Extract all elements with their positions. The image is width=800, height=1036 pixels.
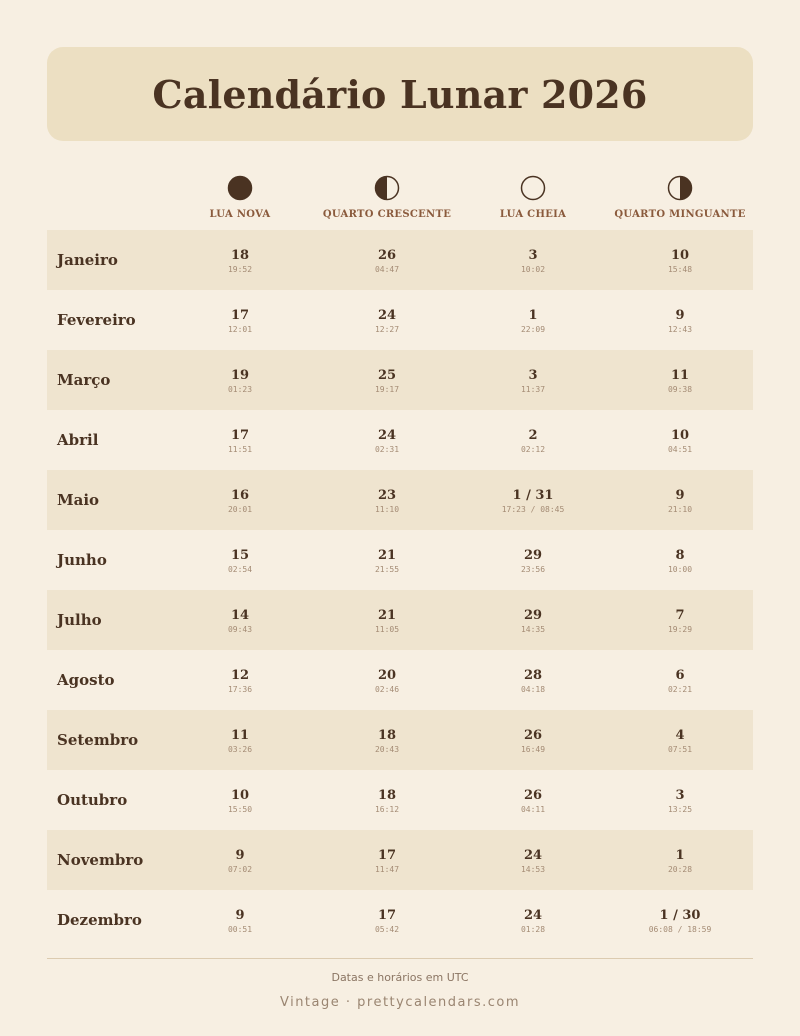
phase-cell [600, 908, 760, 935]
phase-cell [600, 728, 760, 755]
phase-time: 10:02 [520, 265, 546, 274]
phase-cell [307, 668, 467, 695]
phase-time: 12:27 [374, 325, 400, 334]
phase-date: 21 [377, 548, 397, 563]
month-name: Janeiro [57, 251, 118, 269]
brand-credit: Vintage · prettycalendars.com [279, 995, 521, 1010]
phase-time: 17:23 / 08:45 [501, 505, 565, 514]
phase-time: 13:25 [667, 805, 693, 814]
month-name: Fevereiro [57, 311, 136, 329]
phase-date: 8 [675, 548, 685, 563]
phase-date: 18 [230, 248, 250, 263]
last-quarter-icon [667, 175, 693, 201]
phase-time: 15:50 [227, 805, 253, 814]
timezone-note: Datas e horários em UTC [331, 971, 469, 984]
phase-date: 7 [675, 608, 685, 623]
month-name: Abril [57, 431, 99, 449]
phase-date: 4 [675, 728, 685, 743]
phase-time: 22:09 [520, 325, 546, 334]
phase-label: QUARTO CRESCENTE [322, 209, 452, 220]
phase-date: 20 [377, 668, 397, 683]
phase-cell [160, 788, 320, 815]
phase-cell [453, 428, 613, 455]
phase-cell [307, 548, 467, 575]
phase-date: 3 [675, 788, 685, 803]
phase-time: 20:43 [374, 745, 400, 754]
phase-label: LUA NOVA [209, 209, 271, 220]
column-header-last-quarter [600, 175, 760, 220]
phase-date: 18 [377, 728, 397, 743]
month-row [47, 470, 753, 530]
phase-date: 21 [377, 608, 397, 623]
phase-date: 1 [675, 848, 685, 863]
month-name: Julho [57, 611, 102, 629]
phase-time: 21:10 [667, 505, 693, 514]
phase-date: 23 [377, 488, 397, 503]
phase-time: 19:17 [374, 385, 400, 394]
phase-cell [160, 668, 320, 695]
phase-time: 11:47 [374, 865, 400, 874]
phase-time: 21:55 [374, 565, 400, 574]
phase-cell [307, 368, 467, 395]
phase-date: 11 [230, 728, 250, 743]
phase-date: 9 [675, 308, 685, 323]
month-row [47, 650, 753, 710]
phase-date: 1 [528, 308, 538, 323]
phase-date: 3 [528, 368, 538, 383]
phase-cell [307, 788, 467, 815]
phase-date: 28 [523, 668, 543, 683]
phase-cell [453, 728, 613, 755]
full-moon-icon [520, 175, 546, 201]
phase-time: 17:36 [227, 685, 253, 694]
phase-date: 24 [377, 308, 397, 323]
phase-date: 10 [230, 788, 250, 803]
phase-cell [453, 788, 613, 815]
phase-cell [307, 848, 467, 875]
phase-cell [160, 368, 320, 395]
phase-cell [453, 668, 613, 695]
phase-cell [160, 908, 320, 935]
phase-cell [600, 848, 760, 875]
phase-date: 10 [670, 248, 690, 263]
lunar-calendar-table [47, 230, 753, 950]
phase-time: 07:02 [227, 865, 253, 874]
phase-date: 16 [230, 488, 250, 503]
phase-time: 04:51 [667, 445, 693, 454]
month-name: Agosto [57, 671, 115, 689]
month-row [47, 290, 753, 350]
phase-time: 14:35 [520, 625, 546, 634]
phase-time: 02:46 [374, 685, 400, 694]
phase-cell [453, 908, 613, 935]
phase-time: 16:12 [374, 805, 400, 814]
phase-time: 04:47 [374, 265, 400, 274]
phase-cell [600, 428, 760, 455]
phase-time: 02:54 [227, 565, 253, 574]
phase-cell [160, 248, 320, 275]
phase-time: 03:26 [227, 745, 253, 754]
phase-date: 17 [230, 428, 250, 443]
phase-date: 24 [523, 908, 543, 923]
phase-cell [160, 548, 320, 575]
phase-date: 29 [523, 548, 543, 563]
phase-cell [453, 308, 613, 335]
phase-cell [160, 728, 320, 755]
phase-date: 26 [523, 728, 543, 743]
phase-cell [453, 488, 613, 515]
month-name: Maio [57, 491, 100, 509]
phase-time: 02:12 [520, 445, 546, 454]
phase-time: 20:01 [227, 505, 253, 514]
phase-cell [307, 908, 467, 935]
month-row [47, 890, 753, 950]
phase-date: 24 [377, 428, 397, 443]
month-row [47, 230, 753, 290]
footer-divider [47, 958, 753, 959]
phase-time: 09:38 [667, 385, 693, 394]
phase-time: 04:18 [520, 685, 546, 694]
phase-time: 11:37 [520, 385, 546, 394]
phase-cell [453, 608, 613, 635]
phase-date: 12 [230, 668, 250, 683]
month-row [47, 590, 753, 650]
phase-date: 17 [377, 848, 397, 863]
phase-cell [160, 848, 320, 875]
phase-cell [160, 608, 320, 635]
phase-time: 19:52 [227, 265, 253, 274]
month-row [47, 710, 753, 770]
month-name: Março [57, 371, 111, 389]
phase-label: QUARTO MINGUANTE [614, 209, 746, 220]
phase-cell [307, 308, 467, 335]
phase-time: 12:01 [227, 325, 253, 334]
phase-cell [600, 368, 760, 395]
phase-time: 11:51 [227, 445, 253, 454]
phase-date: 18 [377, 788, 397, 803]
phase-cell [307, 608, 467, 635]
month-name: Dezembro [57, 911, 142, 929]
phase-time: 12:43 [667, 325, 693, 334]
phase-cell [600, 608, 760, 635]
phase-date: 15 [230, 548, 250, 563]
phase-date: 1 / 30 [659, 908, 701, 923]
phase-date: 24 [523, 848, 543, 863]
phase-date: 11 [670, 368, 690, 383]
phase-time: 00:51 [227, 925, 253, 934]
phase-date: 26 [523, 788, 543, 803]
phase-date: 9 [675, 488, 685, 503]
phase-date: 10 [670, 428, 690, 443]
phase-time: 15:48 [667, 265, 693, 274]
phase-date: 2 [528, 428, 538, 443]
phase-time: 09:43 [227, 625, 253, 634]
phase-date: 6 [675, 668, 685, 683]
phase-date: 1 / 31 [512, 488, 554, 503]
phase-time: 04:11 [520, 805, 546, 814]
phase-time: 01:28 [520, 925, 546, 934]
phase-time: 02:31 [374, 445, 400, 454]
column-header-new-moon [160, 175, 320, 220]
phase-cell [307, 488, 467, 515]
phase-date: 17 [377, 908, 397, 923]
phase-cell [307, 728, 467, 755]
month-row [47, 410, 753, 470]
phase-cell [307, 248, 467, 275]
phase-time: 05:42 [374, 925, 400, 934]
new-moon-icon [227, 175, 253, 201]
phase-time: 06:08 / 18:59 [648, 925, 712, 934]
phase-cell [453, 848, 613, 875]
phase-date: 26 [377, 248, 397, 263]
phase-date: 9 [235, 908, 245, 923]
phase-date: 29 [523, 608, 543, 623]
phase-cell [600, 788, 760, 815]
phase-date: 25 [377, 368, 397, 383]
phase-time: 20:28 [667, 865, 693, 874]
month-name: Outubro [57, 791, 128, 809]
month-name: Junho [57, 551, 107, 569]
column-header-first-quarter [307, 175, 467, 220]
phase-time: 02:21 [667, 685, 693, 694]
phase-cell [600, 308, 760, 335]
month-row [47, 350, 753, 410]
phase-cell [160, 488, 320, 515]
phase-cell [453, 248, 613, 275]
phase-date: 19 [230, 368, 250, 383]
phase-cell [453, 368, 613, 395]
phase-time: 16:49 [520, 745, 546, 754]
phase-cell [600, 488, 760, 515]
phase-time: 23:56 [520, 565, 546, 574]
phase-cell [600, 548, 760, 575]
page-title: Calendário Lunar 2026 [152, 71, 648, 117]
column-header-full-moon [453, 175, 613, 220]
phase-date: 17 [230, 308, 250, 323]
month-row [47, 830, 753, 890]
month-name: Novembro [57, 851, 144, 869]
month-row [47, 770, 753, 830]
phase-time: 10:00 [667, 565, 693, 574]
phase-cell [160, 428, 320, 455]
phase-time: 01:23 [227, 385, 253, 394]
phase-cell [453, 548, 613, 575]
month-name: Setembro [57, 731, 139, 749]
phase-time: 11:10 [374, 505, 400, 514]
phase-date: 3 [528, 248, 538, 263]
month-row [47, 530, 753, 590]
title-banner [47, 47, 753, 141]
phase-cell [600, 668, 760, 695]
phase-time: 11:05 [374, 625, 400, 634]
phase-date: 14 [230, 608, 250, 623]
phase-time: 14:53 [520, 865, 546, 874]
phase-label: LUA CHEIA [499, 209, 567, 220]
phase-cell [307, 428, 467, 455]
phase-cell [600, 248, 760, 275]
phase-time: 07:51 [667, 745, 693, 754]
phase-time: 19:29 [667, 625, 693, 634]
phase-date: 9 [235, 848, 245, 863]
phase-cell [160, 308, 320, 335]
first-quarter-icon [374, 175, 400, 201]
